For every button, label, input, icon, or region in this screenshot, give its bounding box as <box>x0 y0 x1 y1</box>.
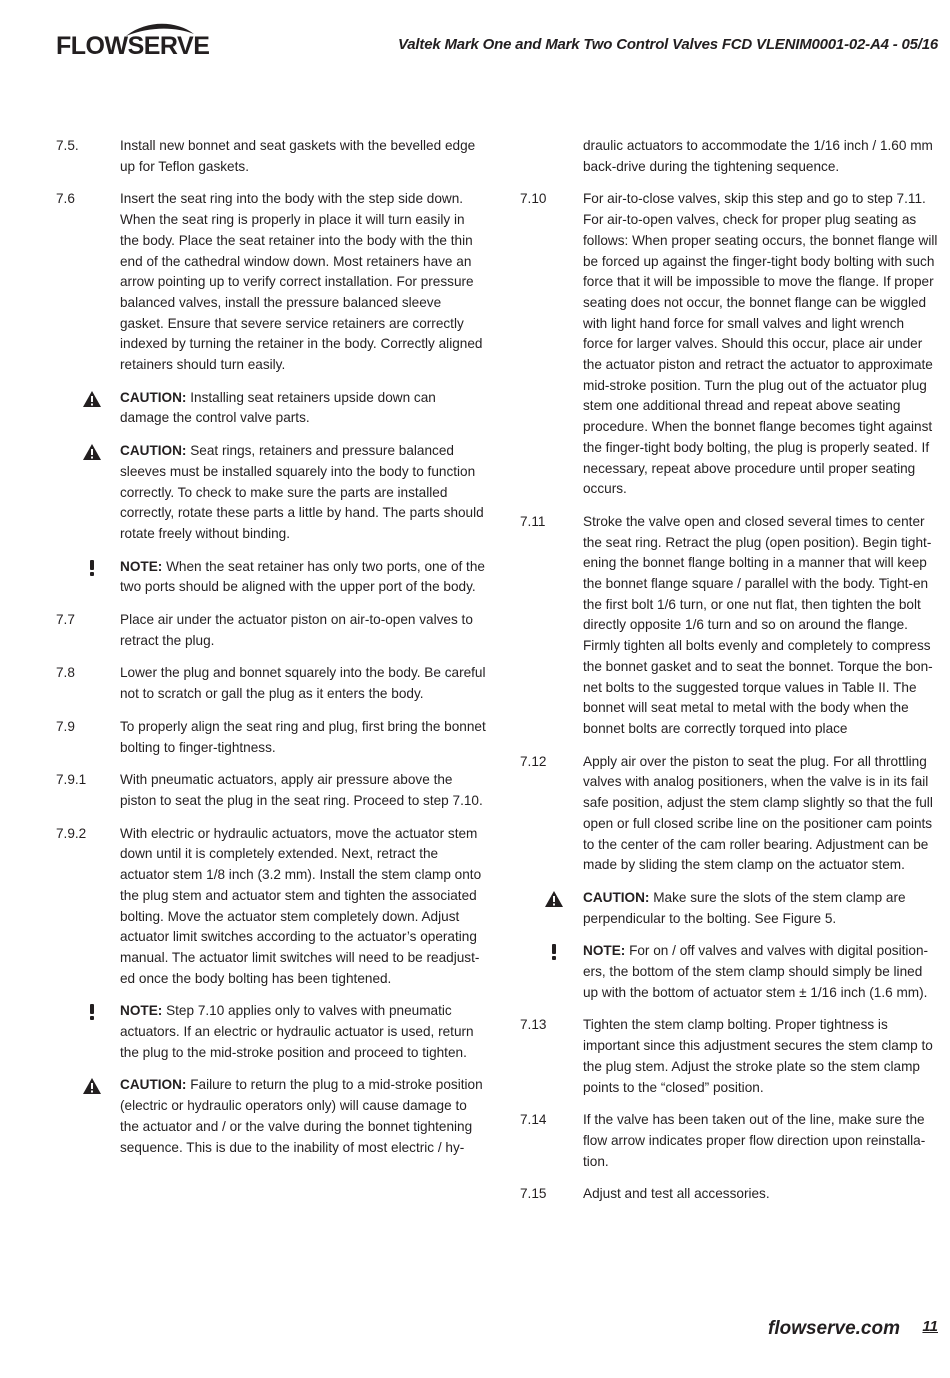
caution-block <box>56 441 486 545</box>
left-column <box>56 136 486 1170</box>
step-7-15 <box>520 1184 938 1205</box>
note-text: For on / off valves and valves with digital position-ers, the bottom of the stem clamp should simply be lined up with the bottom of actuator stem ± 1/16 inch (1.6 mm). <box>583 943 929 1000</box>
caution-text: Seat rings, retainers and pressure balanced sleeves must be installed squarely into the body to function correctly. To check to make sure the parts are installed correctly, rotate these parts a little by hand. The parts should rotate freely without binding. <box>120 443 484 541</box>
step-number: 7.15 <box>520 1186 547 1202</box>
note-block <box>56 1001 486 1063</box>
caution-text: Installing seat retainers upside down can damage the control valve parts. <box>120 389 436 426</box>
step-text: If the valve has been taken out of the line, make sure the flow arrow indicates proper flow direction upon reinstalla-tion. <box>583 1112 926 1169</box>
step-7-7 <box>56 610 486 651</box>
step-number: 7.6 <box>56 191 75 207</box>
caution-label: CAUTION: <box>120 1077 187 1093</box>
step-text: Place air under the actuator piston on air-to-open valves to retract the plug. <box>120 612 473 648</box>
step-7-9-1 <box>56 770 486 811</box>
caution-block <box>520 888 938 929</box>
exclamation-icon <box>82 1003 102 1021</box>
right-column <box>520 136 938 1217</box>
footer-website[interactable]: flowserve.com <box>768 1318 900 1339</box>
step-7-14 <box>520 1110 938 1172</box>
flowserve-logo <box>56 22 216 62</box>
step-text: With electric or hydraulic actuators, move the actuator stem down until it is completely extended. Next, retract the actuator stem 1/8 inch (3.2 mm). Install the stem clamp onto the plug stem and actuator stem and tighten the associated bolting. Move the actuator stem completely down. Adjust actuator limit switches according to the actuator’s operating manual. The actuator limit switches will need to be readjust-ed once the body bolting has been tightened. <box>120 825 482 986</box>
step-text: To properly align the seat ring and plug, first bring the bonnet bolting to finger-tightness. <box>120 718 486 755</box>
step-7-9 <box>56 717 486 758</box>
continued-text <box>520 136 938 177</box>
caution-label: CAUTION: <box>583 889 650 905</box>
note-label: NOTE: <box>120 558 163 574</box>
exclamation-icon <box>82 559 102 577</box>
warning-triangle-icon <box>82 390 102 408</box>
caution-text: Failure to return the plug to a mid-stroke position (electric or hydraulic operators only) will cause damage to the actuator and / or the valve during the bonnet tightening sequence. This is due to the inability of most electric / hy- <box>120 1077 483 1155</box>
step-number: 7.12 <box>520 753 547 769</box>
warning-triangle-icon <box>82 443 102 461</box>
step-number: 7.7 <box>56 612 75 628</box>
step-number: 7.14 <box>520 1112 547 1128</box>
step-number: 7.5. <box>56 138 79 153</box>
warning-triangle-icon <box>544 890 564 908</box>
step-text: Adjust and test all accessories. <box>583 1186 770 1202</box>
note-text: Step 7.10 applies only to valves with pneumatic actuators. If an electric or hydraulic actuator is used, return the plug to the mid-stroke position and proceed to tighten. <box>120 1003 474 1060</box>
document-title: Valtek Mark One and Mark Two Control Valves FCD VLENIM0001-02-A4 - 05/16 <box>398 36 938 53</box>
caution-label: CAUTION: <box>120 389 187 405</box>
page-number: 11 <box>922 1318 938 1335</box>
step-number: 7.13 <box>520 1017 547 1033</box>
step-text: Stroke the valve open and closed several times to center the seat ring. Retract the plug (open position). Begin tight-ening the bonnet flange bolting in a manner that will keep the bonnet flange square / parallel with the body. Tight-en the first bolt 1/6 turn, or one nut flat, then tighten the bolt directly opposite 1/6 turn and so on around the flange. Firmly tighten all bolts evenly and completely to compress the bonnet gasket and to seat the bonnet. Torque the bon-net bolts to the suggested torque values in Table II. The bonnet will seat metal to metal with the body when the bonnet bolts are correctly torqued into place <box>583 513 933 736</box>
caution-label: CAUTION: <box>120 443 187 459</box>
exclamation-icon <box>544 943 564 961</box>
step-7-11 <box>520 512 938 740</box>
step-text: Insert the seat ring into the body with the step side down. When the seat ring is properly in place it will turn easily in the body. Place the seat retainer into the body with the thin end of the cathedral window down. Most retainers have an arrow pointing up to verify correct installation. For pressure balanced valves, install the pressure balanced sleeve gasket. Ensure that severe service retainers are correctly indexed by turning the retainer in the body. Correctly aligned retainers should turn easily. <box>120 191 483 373</box>
step-7-12 <box>520 752 938 876</box>
step-text: Tighten the stem clamp bolting. Proper tightness is important since this adjustment secures the stem clamp to the plug stem. Adjust the stroke plate so the stem clamp points to the “closed” position. <box>583 1017 933 1095</box>
step-7-13 <box>520 1015 938 1098</box>
step-number: 7.11 <box>520 513 546 529</box>
note-text: When the seat retainer has only two ports, one of the two ports should be aligned with the upper port of the body. <box>120 558 485 595</box>
note-block <box>56 557 486 598</box>
step-number: 7.9.2 <box>56 825 87 841</box>
step-number: 7.9.1 <box>56 772 87 788</box>
caution-block <box>56 388 486 429</box>
step-text: Lower the plug and bonnet squarely into the body. Be careful not to scratch or gall the plug as it enters the body. <box>120 665 486 702</box>
step-7-6 <box>56 189 486 375</box>
step-7-8 <box>56 663 486 704</box>
step-7-10 <box>520 189 938 500</box>
note-label: NOTE: <box>583 943 626 959</box>
step-7-9-2 <box>56 824 486 990</box>
logo-text: FLOWSERVE <box>56 32 210 60</box>
step-7-5 <box>56 136 486 177</box>
step-number: 7.8 <box>56 665 75 681</box>
step-text: For air-to-close valves, skip this step and go to step 7.11. For air-to-open valves, check for proper plug seating as follows: When proper seating occurs, the bonnet flange will be forced up against the finger-tight body bolting with such force that it will be impossible to move the flange. If proper seating does not occur, the bonnet flange can be wiggled with light hand force for small valves and light wrench force for larger valves. Should this occur, place air under the actuator piston and retract the actuator to approximate mid-stroke position. Turn the plug out of the actuator plug stem one additional thread and repeat above seating procedure. When the bonnet flange becomes tight against the finger-tight body bolting, the plug is properly seated. If necessary, repeat above procedure until proper seating occurs. <box>583 191 938 497</box>
step-text: Apply air over the piston to seat the plug. For all throttling valves with analog positioners, when the valve is in its fail safe position, adjust the stem clamp slightly so that the full open or full closed scribe line on the positioner cam points to the center of the cam roller bearing. Adjustment can be made by sliding the stem clamp on the actuator stem. <box>583 753 933 873</box>
caution-text: Make sure the slots of the stem clamp are perpendicular to the bolting. See Figure 5. <box>583 889 906 926</box>
step-text: With pneumatic actuators, apply air pressure above the piston to seat the plug in the seat ring. Proceed to step 7.10. <box>120 772 483 808</box>
step-text: draulic actuators to accommodate the 1/16 inch / 1.60 mm back-drive during the tightening sequence. <box>583 138 933 174</box>
step-text: Install new bonnet and seat gaskets with the bevelled edge up for Teflon gaskets. <box>120 138 476 174</box>
step-number: 7.10 <box>520 191 547 207</box>
warning-triangle-icon <box>82 1077 102 1095</box>
note-label: NOTE: <box>120 1003 163 1019</box>
note-block <box>520 941 938 1003</box>
caution-block <box>56 1075 486 1158</box>
step-number: 7.9 <box>56 718 75 734</box>
